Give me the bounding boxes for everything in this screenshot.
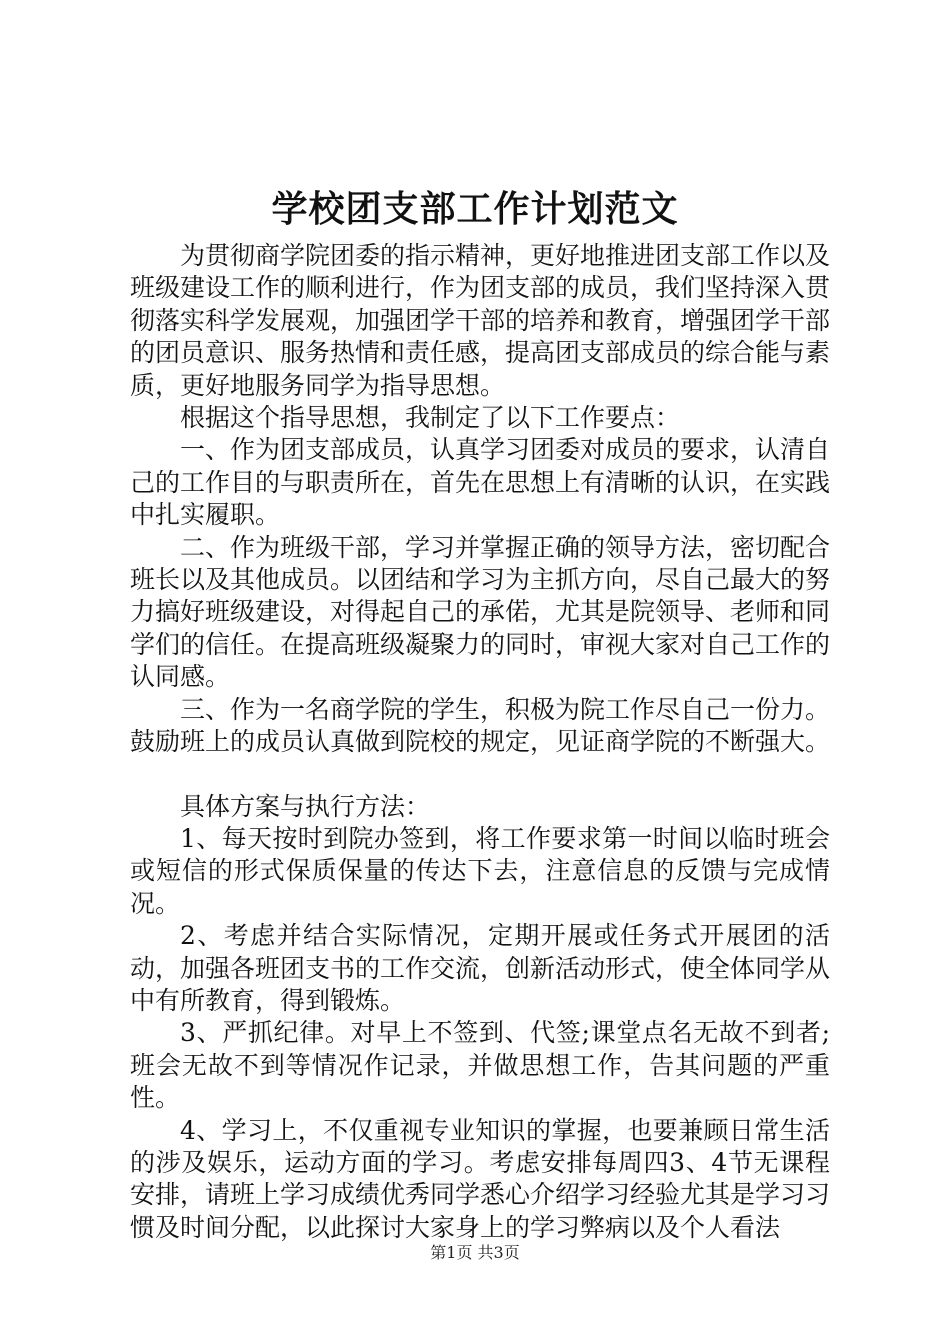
paragraph-guideline: 根据这个指导思想，我制定了以下工作要点： <box>180 403 681 433</box>
paragraph-method-4: 4、学习上，不仅重视专业知识的掌握，也要兼顾日常生活的涉及娱乐，运动方面的学习。考虑安排每周四3、4节无课程安排，请班上学习成绩优秀同学悉心介绍学习经验尤其是学习习惯及时间分配，以此探讨大家身上的学习弊病以及个人看法 <box>130 1115 831 1242</box>
document-title: 学校团支部工作计划范文 <box>271 188 679 230</box>
page-number-label: 第1页 共3页 <box>430 1243 520 1262</box>
paragraph-spacer <box>130 759 830 791</box>
paragraph-methods-heading: 具体方案与执行方法： <box>180 791 431 821</box>
paragraph-intro: 为贯彻商学院团委的指示精神，更好地推进团支部工作以及班级建设工作的顺利进行，作为团支部的成员，我们坚持深入贯彻落实科学发展观，加强团学干部的培养和教育，增强团学干部的团员意识、服务热情和责任感，提高团支部成员的综合能与素质，更好地服务同学为指导思想。 <box>130 241 831 400</box>
page-footer <box>0 1243 950 1263</box>
paragraph-point-1: 一、作为团支部成员，认真学习团委对成员的要求，认清自己的工作目的与职责所在，首先在思想上有清晰的认识，在实践中扎实履职。 <box>130 435 831 530</box>
document-body <box>130 240 830 1244</box>
paragraph-method-3: 3、严抓纪律。对早上不签到、代签;课堂点名无故不到者;班会无故不到等情况作记录，并做思想工作，告其问题的严重性。 <box>130 1018 830 1113</box>
paragraph-point-3: 三、作为一名商学院的学生，积极为院工作尽自己一份力。鼓励班上的成员认真做到院校的规定，见证商学院的不断强大。 <box>130 694 831 757</box>
paragraph-method-1: 1、每天按时到院办签到，将工作要求第一时间以临时班会或短信的形式保质保量的传达下去，注意信息的反馈与完成情况。 <box>130 823 830 918</box>
paragraph-method-2: 2、考虑并结合实际情况，定期开展或任务式开展团的活动，加强各班团支书的工作交流，创新活动形式，使全体同学从中有所教育，得到锻炼。 <box>130 921 831 1015</box>
paragraph-point-2: 二、作为班级干部，学习并掌握正确的领导方法，密切配合班长以及其他成员。以团结和学习为主抓方向，尽自己最大的努力搞好班级建设，对得起自己的承偌，尤其是院领导、老师和同学们的信任。在提高班级凝聚力的同时，审视大家对自己工作的认同感。 <box>130 532 831 692</box>
